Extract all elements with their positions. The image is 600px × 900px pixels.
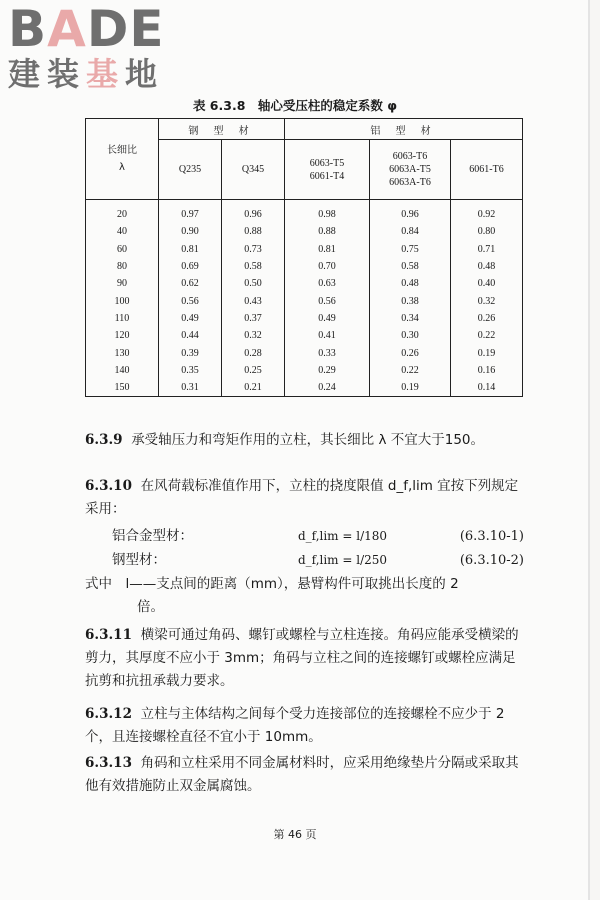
clause-number: 6.3.13 <box>85 755 132 771</box>
coefficient-cell: 0.22 <box>451 327 523 344</box>
coefficient-cell: 0.70 <box>285 258 370 275</box>
formula-expression: d_f,lim = l/250 <box>298 553 388 567</box>
coefficient-cell: 0.75 <box>370 241 451 258</box>
coefficient-cell: 0.98 <box>285 200 370 224</box>
column-header <box>222 140 285 200</box>
coefficient-cell: 0.63 <box>285 275 370 292</box>
coefficient-cell: 0.26 <box>451 310 523 327</box>
col-label: 6063-T6 6063A-T5 6063A-T6 <box>389 151 431 188</box>
coefficient-cell: 0.69 <box>159 258 222 275</box>
stability-coefficient-table <box>85 118 523 397</box>
coefficient-cell: 0.58 <box>222 258 285 275</box>
bade-logo <box>8 0 165 93</box>
aluminum-group-header: 铝 型 材 <box>285 119 523 140</box>
table-title: 表 6.3.8 轴心受压柱的稳定系数 φ <box>192 98 398 113</box>
coefficient-cell: 0.22 <box>370 362 451 379</box>
table-row <box>86 292 523 309</box>
formula-label: 铝合金型材： <box>112 528 193 544</box>
logo-wordmark <box>8 0 165 58</box>
note-continuation: 倍。 <box>137 599 164 615</box>
formula-label: 钢型材： <box>112 552 166 568</box>
lambda-cell: 40 <box>86 223 159 240</box>
coefficient-cell: 0.33 <box>285 344 370 361</box>
coefficient-cell: 0.24 <box>285 379 370 397</box>
coefficient-cell: 0.96 <box>370 200 451 224</box>
clause-6-3-11 <box>85 624 525 693</box>
table-row <box>86 200 523 224</box>
lambda-cell: 80 <box>86 258 159 275</box>
lambda-header-line2: λ <box>119 162 125 173</box>
note-lead: 式中 l——支点间的距离（mm），悬臂构件可取挑出长度的 2 <box>85 576 459 592</box>
lambda-cell: 90 <box>86 275 159 292</box>
column-header <box>451 140 523 200</box>
coefficient-cell: 0.21 <box>222 379 285 397</box>
lambda-cell: 130 <box>86 344 159 361</box>
clause-number: 6.3.12 <box>85 706 132 722</box>
lambda-cell: 120 <box>86 327 159 344</box>
lambda-cell: 100 <box>86 292 159 309</box>
coefficient-cell: 0.56 <box>159 292 222 309</box>
coefficient-cell: 0.32 <box>451 292 523 309</box>
logo-letter-accent: A <box>47 0 87 58</box>
clause-number: 6.3.10 <box>85 478 132 494</box>
table-row <box>86 362 523 379</box>
formula-note <box>85 573 525 619</box>
coefficient-cell: 0.31 <box>159 379 222 397</box>
coefficient-cell: 0.84 <box>370 223 451 240</box>
logo-letter: B <box>8 0 48 58</box>
coefficient-cell: 0.19 <box>370 379 451 397</box>
table-row <box>86 379 523 397</box>
coefficient-cell: 0.44 <box>159 327 222 344</box>
coefficient-cell: 0.71 <box>451 241 523 258</box>
coefficient-cell: 0.96 <box>222 200 285 224</box>
coefficient-cell: 0.92 <box>451 200 523 224</box>
coefficient-cell: 0.32 <box>222 327 285 344</box>
table-row <box>86 275 523 292</box>
lambda-cell: 60 <box>86 241 159 258</box>
coefficient-cell: 0.37 <box>222 310 285 327</box>
clause-number: 6.3.11 <box>85 627 132 643</box>
logo-chinese <box>8 56 165 92</box>
coefficient-cell: 0.88 <box>222 223 285 240</box>
lambda-cell: 150 <box>86 379 159 397</box>
table-row <box>86 241 523 258</box>
coefficient-cell: 0.40 <box>451 275 523 292</box>
coefficient-cell: 0.35 <box>159 362 222 379</box>
coefficient-cell: 0.48 <box>451 258 523 275</box>
col-label: 6061-T6 <box>469 164 504 175</box>
coefficient-cell: 0.73 <box>222 241 285 258</box>
clause-6-3-9 <box>85 429 525 452</box>
coefficient-cell: 0.19 <box>451 344 523 361</box>
clause-text: 角码和立柱采用不同金属材料时，应采用绝缘垫片分隔或采取其他有效措施防止双金属腐蚀。 <box>85 755 519 794</box>
lambda-header <box>86 119 159 200</box>
coefficient-cell: 0.39 <box>159 344 222 361</box>
clause-text: 承受轴压力和弯矩作用的立柱，其长细比 λ 不宜大于150。 <box>131 432 485 448</box>
coefficient-cell: 0.26 <box>370 344 451 361</box>
table-row <box>86 223 523 240</box>
clause-6-3-12 <box>85 703 525 749</box>
coefficient-cell: 0.29 <box>285 362 370 379</box>
logo-cn-part2: 地 <box>125 55 165 93</box>
table-body <box>86 200 523 397</box>
logo-letters: DE <box>86 0 165 58</box>
column-header <box>370 140 451 200</box>
clause-text: 在风荷载标准值作用下，立柱的挠度限值 d_f,lim 宜按下列规定采用： <box>85 478 519 517</box>
coefficient-cell: 0.43 <box>222 292 285 309</box>
coefficient-cell: 0.30 <box>370 327 451 344</box>
clause-number: 6.3.9 <box>85 432 123 448</box>
coefficient-cell: 0.41 <box>285 327 370 344</box>
coefficient-cell: 0.90 <box>159 223 222 240</box>
coefficient-cell: 0.16 <box>451 362 523 379</box>
coefficient-cell: 0.81 <box>285 241 370 258</box>
table-row <box>86 327 523 344</box>
formula-number: (6.3.10-1) <box>459 529 524 544</box>
lambda-cell: 140 <box>86 362 159 379</box>
clause-text: 立柱与主体结构之间每个受力连接部位的连接螺栓不应少于 2 个，且连接螺栓直径不宜小于 10mm。 <box>85 706 505 745</box>
coefficient-cell: 0.28 <box>222 344 285 361</box>
coefficient-cell: 0.49 <box>285 310 370 327</box>
logo-cn-part: 建装 <box>8 55 87 93</box>
steel-group-header: 钢 型 材 <box>159 119 285 140</box>
formula-expression: d_f,lim = l/180 <box>298 529 388 543</box>
table-row <box>86 258 523 275</box>
coefficient-cell: 0.81 <box>159 241 222 258</box>
page-number: 第 46 页 <box>273 828 317 841</box>
coefficient-cell: 0.50 <box>222 275 285 292</box>
logo-cn-accent: 基 <box>86 55 126 93</box>
coefficient-cell: 0.34 <box>370 310 451 327</box>
column-header <box>285 140 370 200</box>
coefficient-cell: 0.25 <box>222 362 285 379</box>
coefficient-cell: 0.49 <box>159 310 222 327</box>
col-label: 6063-T5 6061-T4 <box>309 157 345 182</box>
lambda-cell: 110 <box>86 310 159 327</box>
lambda-header-line1: 长细比 <box>107 145 137 156</box>
coefficient-cell: 0.56 <box>285 292 370 309</box>
col-label: Q235 <box>178 164 202 175</box>
coefficient-cell: 0.14 <box>451 379 523 397</box>
column-header <box>159 140 222 200</box>
clause-text: 横梁可通过角码、螺钉或螺栓与立柱连接。角码应能承受横梁的剪力，其厚度不应小于 3mm；角码与立柱之间的连接螺钉或螺栓应满足抗剪和抗扭承载力要求。 <box>85 627 519 689</box>
formula-steel <box>112 549 524 572</box>
coefficient-cell: 0.48 <box>370 275 451 292</box>
coefficient-cell: 0.62 <box>159 275 222 292</box>
coefficient-cell: 0.38 <box>370 292 451 309</box>
coefficient-cell: 0.80 <box>451 223 523 240</box>
page-edge <box>588 0 590 900</box>
clause-6-3-10 <box>85 475 525 521</box>
coefficient-cell: 0.58 <box>370 258 451 275</box>
table-row <box>86 344 523 361</box>
coefficient-cell: 0.97 <box>159 200 222 224</box>
formula-number: (6.3.10-2) <box>459 553 524 568</box>
clause-6-3-13 <box>85 752 525 798</box>
formula-aluminum <box>112 525 524 548</box>
lambda-cell: 20 <box>86 200 159 224</box>
coefficient-cell: 0.88 <box>285 223 370 240</box>
col-label: Q345 <box>241 164 265 175</box>
table-row <box>86 310 523 327</box>
